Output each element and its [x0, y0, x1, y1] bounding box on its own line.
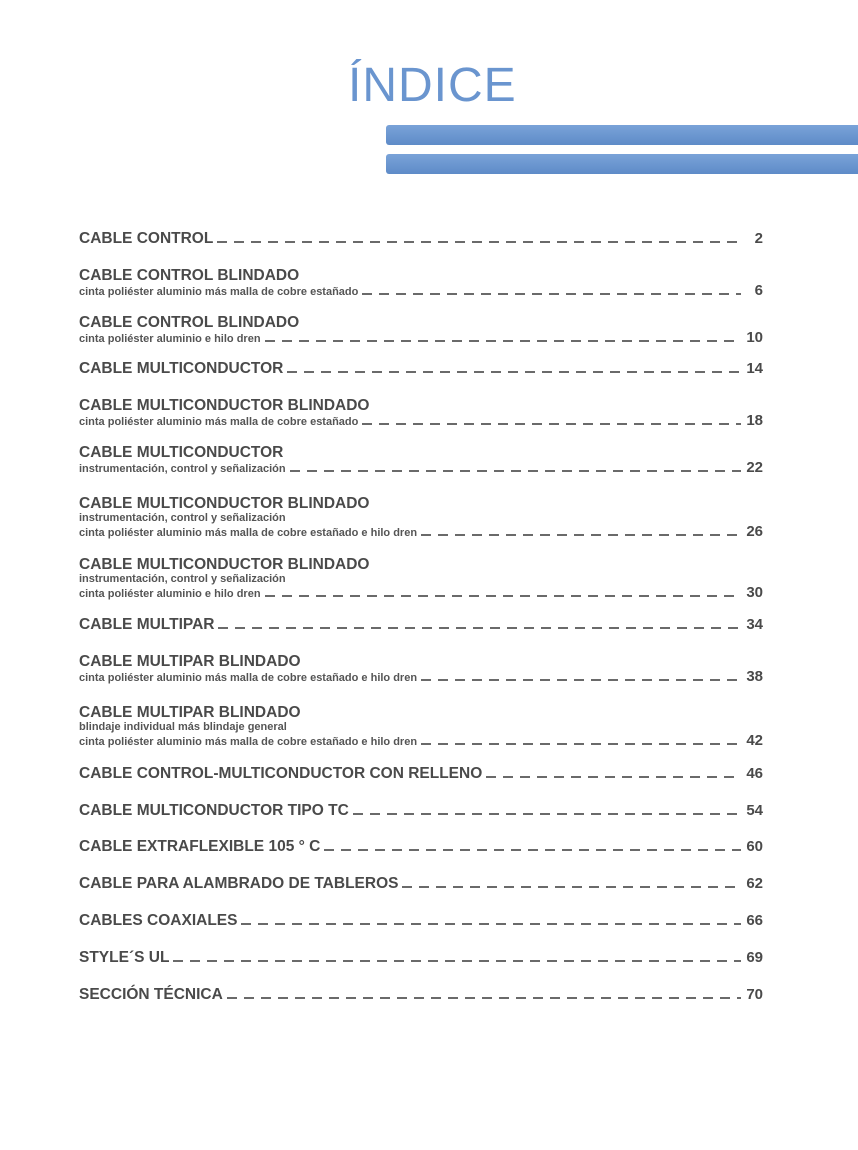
toc-page-number: 69 — [746, 949, 763, 966]
toc-page-number: 30 — [746, 584, 763, 601]
toc-entry-title: CABLE PARA ALAMBRADO DE TABLEROS — [79, 875, 399, 892]
toc-entry-title: CABLE MULTICONDUCTOR — [79, 444, 284, 461]
toc-page-number: 60 — [746, 838, 763, 855]
toc-page-number: 70 — [746, 986, 763, 1003]
toc-leader-dashes — [227, 997, 741, 999]
toc-entry[interactable] — [79, 803, 763, 819]
toc-entry[interactable] — [79, 398, 763, 429]
toc-entry[interactable] — [79, 839, 763, 855]
toc-leader-dashes — [486, 776, 741, 778]
toc-leader-dashes — [421, 679, 741, 681]
toc-leader-dashes — [421, 743, 741, 745]
toc-entry[interactable] — [79, 315, 763, 346]
toc-entry-title: SECCIÓN TÉCNICA — [79, 986, 223, 1003]
toc-page-number: 14 — [746, 360, 763, 377]
toc-entry-title: CABLE MULTICONDUCTOR — [79, 360, 284, 377]
toc-leader-dashes — [265, 340, 741, 342]
toc-leader-dashes — [402, 886, 741, 888]
toc-page-number: 18 — [746, 412, 763, 429]
toc-entry-title: CABLE MULTICONDUCTOR BLINDADO — [79, 556, 370, 573]
toc-entry-title: CABLE CONTROL — [79, 230, 214, 247]
toc-entry[interactable] — [79, 231, 763, 247]
toc-page-number: 54 — [746, 802, 763, 819]
toc-entry-subtitle: cinta poliéster aluminio más malla de cobre estañado — [79, 286, 359, 298]
toc-entry-subtitle: cinta poliéster aluminio más malla de cobre estañado e hilo dren — [79, 527, 418, 539]
toc-leader-dashes — [353, 813, 741, 815]
toc-entry[interactable] — [79, 654, 763, 685]
toc-entry-subtitle: instrumentación, control y señalización — [79, 463, 286, 475]
toc-entry-subtitle: instrumentación, control y señalización — [79, 512, 286, 524]
toc-page-number: 38 — [746, 668, 763, 685]
toc-page-number: 66 — [746, 912, 763, 929]
toc-entry-title: CABLE EXTRAFLEXIBLE 105 ° C — [79, 838, 321, 855]
toc-page-number: 26 — [746, 523, 763, 540]
toc-entry-title: CABLES COAXIALES — [79, 912, 238, 929]
toc-leader-dashes — [362, 423, 741, 425]
toc-leader-dashes — [287, 371, 741, 373]
toc-entry-subtitle: cinta poliéster aluminio más malla de cobre estañado e hilo dren — [79, 672, 418, 684]
toc-entry[interactable] — [79, 913, 763, 929]
toc-entry-title: CABLE MULTICONDUCTOR TIPO TC — [79, 802, 349, 819]
toc-entry-subtitle: cinta poliéster aluminio más malla de cobre estañado — [79, 416, 359, 428]
toc-entry-title: CABLE MULTICONDUCTOR BLINDADO — [79, 397, 370, 414]
toc-leader-dashes — [290, 470, 741, 472]
toc-leader-dashes — [217, 241, 741, 243]
toc-entry-subtitle: cinta poliéster aluminio e hilo dren — [79, 588, 261, 600]
toc-page-number: 6 — [754, 282, 763, 299]
toc-entry-subtitle: cinta poliéster aluminio más malla de cobre estañado e hilo dren — [79, 736, 418, 748]
toc-entry[interactable] — [79, 876, 763, 892]
toc-entry[interactable] — [79, 268, 763, 299]
toc-leader-dashes — [241, 923, 741, 925]
toc-page-number: 34 — [746, 616, 763, 633]
toc-entry-subtitle: instrumentación, control y señalización — [79, 573, 286, 585]
toc-entry-title: CABLE CONTROL BLINDADO — [79, 267, 300, 284]
toc-page-number: 46 — [746, 765, 763, 782]
toc-entry-title: CABLE CONTROL BLINDADO — [79, 314, 300, 331]
toc-leader-dashes — [324, 849, 741, 851]
page-title: ÍNDICE — [348, 59, 517, 112]
toc-entry-subtitle: blindaje individual más blindaje general — [79, 721, 287, 733]
toc-entry[interactable] — [79, 987, 763, 1003]
toc-leader-dashes — [362, 293, 741, 295]
toc-entry-title: STYLE´S UL — [79, 949, 170, 966]
toc-entry-subtitle: cinta poliéster aluminio e hilo dren — [79, 333, 261, 345]
toc-page-number: 10 — [746, 329, 763, 346]
toc-page-number: 2 — [754, 230, 763, 247]
toc-entry-title: CABLE MULTIPAR — [79, 616, 215, 633]
toc-leader-dashes — [173, 960, 741, 962]
toc-entry[interactable] — [79, 766, 763, 782]
toc-entry[interactable] — [79, 950, 763, 966]
toc-entry[interactable] — [79, 557, 763, 601]
toc-page-number: 22 — [746, 459, 763, 476]
toc-entry-title: CABLE MULTIPAR BLINDADO — [79, 653, 301, 670]
toc-page-number: 42 — [746, 732, 763, 749]
toc-page-number: 62 — [746, 875, 763, 892]
toc-entry-title: CABLE MULTICONDUCTOR BLINDADO — [79, 495, 370, 512]
toc-entry[interactable] — [79, 617, 763, 633]
toc-leader-dashes — [265, 595, 741, 597]
toc-leader-dashes — [218, 627, 741, 629]
toc-leader-dashes — [421, 534, 741, 536]
toc-entry[interactable] — [79, 496, 763, 540]
toc-entry[interactable] — [79, 445, 763, 476]
toc-entry-title: CABLE CONTROL-MULTICONDUCTOR CON RELLENO — [79, 765, 483, 782]
toc-entry[interactable] — [79, 705, 763, 749]
toc-entry[interactable] — [79, 361, 763, 377]
toc-entry-title: CABLE MULTIPAR BLINDADO — [79, 704, 301, 721]
